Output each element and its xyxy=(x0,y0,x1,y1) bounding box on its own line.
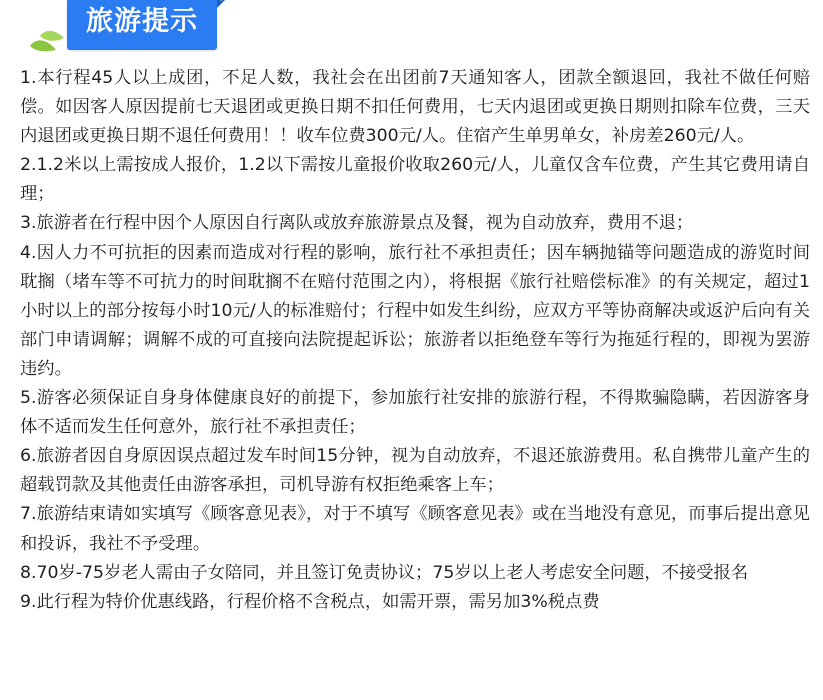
section-title: 旅游提示 xyxy=(67,0,217,50)
leaf-icon xyxy=(26,16,66,56)
decorative-line xyxy=(220,0,235,7)
tip-item-2: 2.1.2米以上需按成人报价，1.2以下需按儿童报价收取260元/人，儿童仅含车位费，产生其它费用请自理； xyxy=(20,155,810,205)
tip-item-7: 7.旅游结束请如实填写《顾客意见表》，对于不填写《顾客意见表》或在当地没有意见，而事后提出意见和投诉，我社不予受理。 xyxy=(20,504,810,554)
tip-item-3: 3.旅游者在行程中因个人原因自行离队或放弃旅游景点及餐，视为自动放弃，费用不退； xyxy=(20,213,694,234)
tip-item-1: 1.本行程45人以上成团，不足人数，我社会在出团前7天通知客人，团款全额退回，我社不做任何赔偿。如因客人原因提前七天退团或更换日期不扣任何费用，七天内退团或更换日期则扣除车位费，三天内退团或更换日期不退任何费用！！收车位费300元/人。住宿产生单男单女，补房差260元/人。 xyxy=(20,68,810,147)
tip-item-9: 9.此行程为特价优惠线路，行程价格不含税点，如需开票，需另加3%税点费 xyxy=(20,591,600,612)
tips-list xyxy=(20,64,810,617)
section-header xyxy=(0,0,823,60)
tip-item-8: 8.70岁-75岁老人需由子女陪同，并且签订免责协议；75岁以上老人考虑安全问题，不接受报名 xyxy=(20,562,749,583)
tip-item-4: 4.因人力不可抗拒的因素而造成对行程的影响，旅行社不承担责任；因车辆抛锚等问题造成的游览时间耽搁（堵车等不可抗力的时间耽搁不在赔付范围之内），将根据《旅行社赔偿标准》的有关规定，超过1小时以上的部分按每小时10元/人的标准赔付；行程中如发生纠纷，应双方平等协商解决或返沪后向有关部门申请调解；调解不成的可直接向法院提起诉讼；旅游者以拒绝登车等行为拖延行程的，即视为罢游违约。 xyxy=(20,242,810,379)
tip-item-5: 5.游客必须保证自身身体健康良好的前提下，参加旅行社安排的旅游行程，不得欺骗隐瞒，若因游客身体不适而发生任何意外，旅行社不承担责任； xyxy=(20,388,810,438)
tip-item-6: 6.旅游者因自身原因误点超过发车时间15分钟，视为自动放弃，不退还旅游费用。私自携带儿童产生的超载罚款及其他责任由游客承担，司机导游有权拒绝乘客上车； xyxy=(20,446,810,496)
